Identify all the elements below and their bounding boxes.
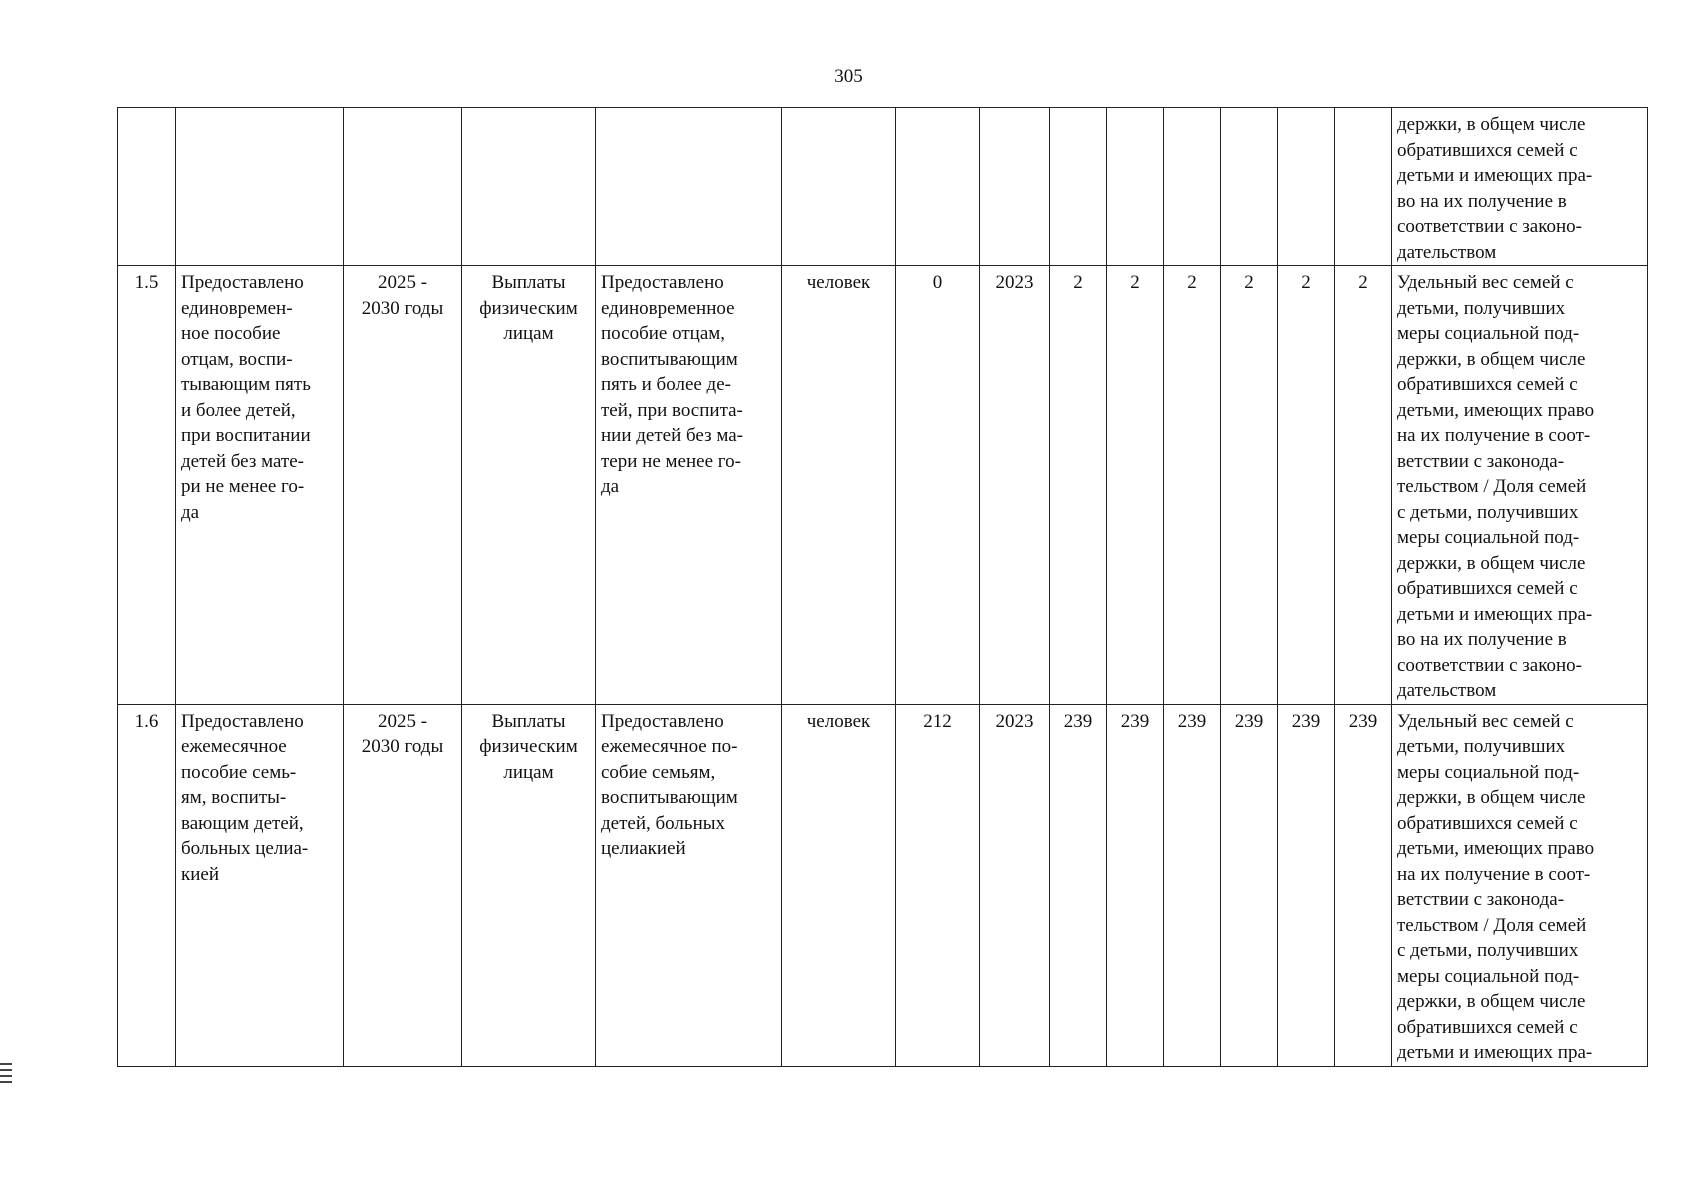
cell-value-2027: 2 (1164, 266, 1221, 705)
measures-table (117, 107, 1648, 1067)
cell-value-2029: 2 (1278, 266, 1335, 705)
cell-indicator: Удельный вес семей с детьми, получивших меры социальной под- держки, в общем числе обратившихся семей с детьми, имеющих право на их получение в соот- ветствии с законода- тельством / Доля семей с детьми, получивших меры социальной под- держки, в общем числе обратившихся семей с детьми и имеющих пра- (1392, 704, 1648, 1066)
cell-unit: человек (782, 266, 896, 705)
cell-value-2028: 2 (1221, 266, 1278, 705)
cell-value-2028: 239 (1221, 704, 1278, 1066)
cell-value-2025: 2 (1050, 266, 1107, 705)
cell-measure-name: Предоставлено ежемесячное пособие семь- ям, воспиты- вающим детей, больных целиа- кией (176, 704, 344, 1066)
cell-period: 2025 - 2030 годы (344, 266, 462, 705)
cell-empty (1278, 108, 1335, 266)
cell-value-2026: 239 (1107, 704, 1164, 1066)
cell-value-2027: 239 (1164, 704, 1221, 1066)
cell-empty (176, 108, 344, 266)
cell-empty (782, 108, 896, 266)
cell-description: Предоставлено единовременное пособие отцам, воспитывающим пять и более де- тей, при воспита- нии детей без ма- тери не менее го- да (596, 266, 782, 705)
cell-type: Выплаты физическим лицам (462, 266, 596, 705)
cell-measure-name: Предоставлено единовремен- ное пособие отцам, воспи- тывающим пять и более детей, при воспитании детей без мате- ри не менее го- да (176, 266, 344, 705)
table-row (118, 266, 1648, 705)
cell-period: 2025 - 2030 годы (344, 704, 462, 1066)
cell-base-year: 2023 (980, 266, 1050, 705)
cell-empty (344, 108, 462, 266)
cell-indicator: держки, в общем числе обратившихся семей с детьми и имеющих пра- во на их получение в соответствии с законо- дательством (1392, 108, 1648, 266)
cell-empty (1221, 108, 1278, 266)
page-number: 305 (834, 66, 863, 87)
table-row-continuation (118, 108, 1648, 266)
cell-value-2030: 2 (1335, 266, 1392, 705)
cell-description: Предоставлено ежемесячное по- собие семьям, воспитывающим детей, больных целиакией (596, 704, 782, 1066)
cell-empty (118, 108, 176, 266)
cell-empty (1050, 108, 1107, 266)
cell-empty (596, 108, 782, 266)
cell-empty (462, 108, 596, 266)
table-row (118, 704, 1648, 1066)
scan-margin-marks (0, 1063, 12, 1087)
cell-empty (1107, 108, 1164, 266)
cell-value-2026: 2 (1107, 266, 1164, 705)
cell-type: Выплаты физическим лицам (462, 704, 596, 1066)
cell-base-value: 0 (896, 266, 980, 705)
cell-unit: человек (782, 704, 896, 1066)
cell-number: 1.6 (118, 704, 176, 1066)
cell-value-2030: 239 (1335, 704, 1392, 1066)
cell-value-2029: 239 (1278, 704, 1335, 1066)
cell-value-2025: 239 (1050, 704, 1107, 1066)
cell-empty (896, 108, 980, 266)
cell-base-year: 2023 (980, 704, 1050, 1066)
cell-number: 1.5 (118, 266, 176, 705)
cell-empty (1335, 108, 1392, 266)
cell-indicator: Удельный вес семей с детьми, получивших меры социальной под- держки, в общем числе обратившихся семей с детьми, имеющих право на их получение в соот- ветствии с законода- тельством / Доля семей с детьми, получивших меры социальной под- держки, в общем числе обратившихся семей с детьми и имеющих пра- во на их получение в соответствии с законо- дательством (1392, 266, 1648, 705)
cell-empty (980, 108, 1050, 266)
cell-empty (1164, 108, 1221, 266)
cell-base-value: 212 (896, 704, 980, 1066)
